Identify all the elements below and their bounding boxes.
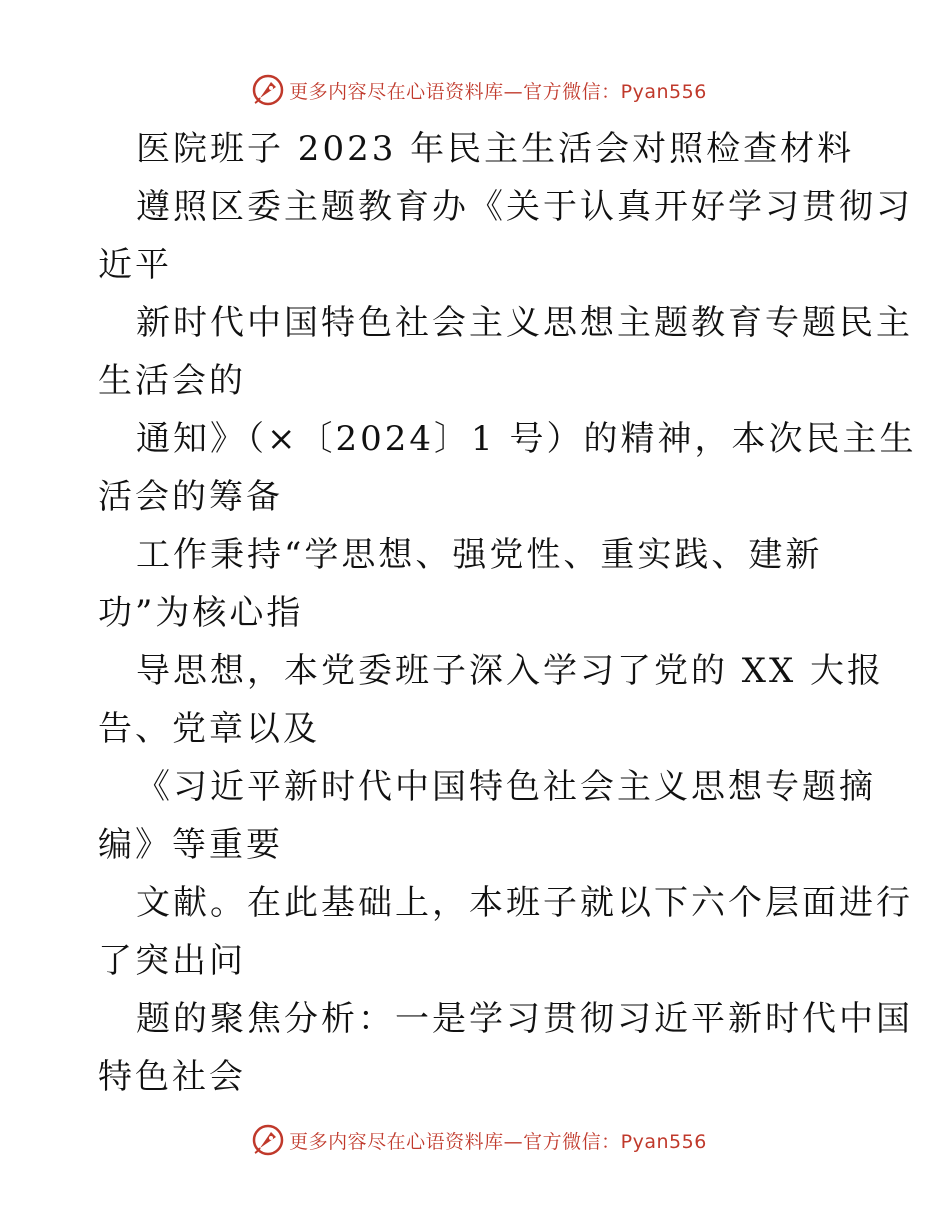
document-line: 功”为核心指 bbox=[98, 593, 304, 633]
document-line: 生活会的 bbox=[98, 361, 246, 401]
document-line: 近平 bbox=[98, 245, 172, 285]
document-line: 遵照区委主题教育办《关于认真开好学习贯彻习 bbox=[136, 187, 913, 227]
document-line: 医院班子 2023 年民主生活会对照检查材料 bbox=[136, 129, 855, 169]
document-line: 题的聚焦分析：一是学习贯彻习近平新时代中国 bbox=[136, 999, 913, 1039]
header-banner-inner bbox=[251, 73, 707, 107]
document-line: 导思想，本党委班子深入学习了党的 XX 大报 bbox=[136, 651, 885, 691]
document-line: 工作秉持“学思想、强党性、重实践、建新 bbox=[136, 535, 823, 575]
header-banner bbox=[0, 70, 950, 110]
document-line: 《习近平新时代中国特色社会主义思想专题摘 bbox=[136, 767, 876, 807]
document-line: 特色社会 bbox=[98, 1057, 246, 1097]
document-body bbox=[98, 120, 917, 1106]
document-line: 活会的筹备 bbox=[98, 477, 283, 517]
document-line: 通知》（×〔2024〕1 号）的精神，本次民主生 bbox=[136, 419, 917, 459]
pen-nib-logo-icon bbox=[251, 1123, 285, 1157]
document-line: 了突出问 bbox=[98, 941, 246, 981]
document-line: 编》等重要 bbox=[98, 825, 283, 865]
footer-banner bbox=[0, 1120, 950, 1160]
document-line: 告、党章以及 bbox=[98, 709, 320, 749]
pen-nib-logo-icon bbox=[251, 73, 285, 107]
document-line: 文献。在此基础上，本班子就以下六个层面进行 bbox=[136, 883, 913, 923]
header-banner-text: 更多内容尽在心语资料库—官方微信：Pyan556 bbox=[289, 80, 707, 103]
footer-banner-inner bbox=[251, 1123, 707, 1157]
document-line: 新时代中国特色社会主义思想主题教育专题民主 bbox=[136, 303, 913, 343]
footer-banner-text: 更多内容尽在心语资料库—官方微信：Pyan556 bbox=[289, 1130, 707, 1153]
